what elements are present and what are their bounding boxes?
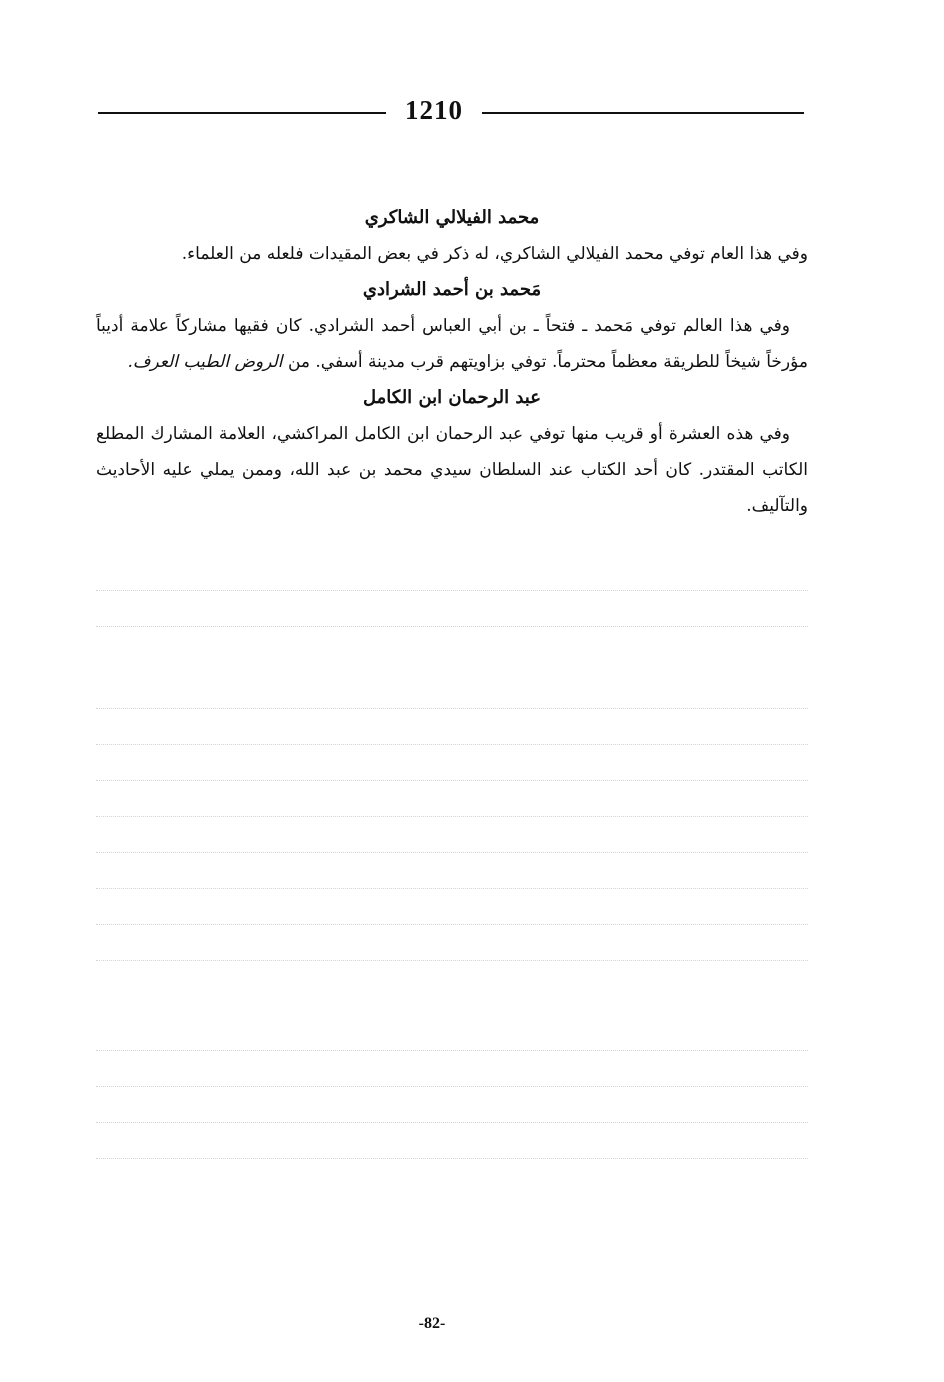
bleed-through-line (96, 1122, 808, 1124)
page-content (96, 200, 808, 524)
source-reference: الروض الطيب العرف. (127, 352, 283, 372)
bleed-through-line (96, 924, 808, 926)
bleed-through-line (96, 1086, 808, 1088)
bleed-through-line (96, 852, 808, 854)
page-number: -82- (418, 1315, 446, 1332)
bleed-through-line (96, 626, 808, 628)
bleed-through-line (96, 708, 808, 710)
bleed-through-line (96, 590, 808, 592)
entry-title: مَحمد بن أحمد الشرادي (362, 279, 542, 300)
entry-body: وفي هذا العام توفي محمد الفيلالي الشاكري، له ذكر في بعض المقيدات فلعله من العلماء. (181, 244, 808, 264)
entry-body: وفي هذه العشرة أو قريب منها توفي عبد الرحمان ابن الكامل المراكشي، العلامة المشارك المطلع الكاتب المقتدر. كان أحد الكتاب عند السلطان سيدي محمد بن عبد الله، وممن يملي عليه الأحاديث والتآليف. (96, 424, 808, 516)
entry-title: عبد الرحمان ابن الكامل (363, 387, 541, 408)
header-rule-left (98, 112, 386, 114)
entry-fillali (96, 200, 808, 272)
bleed-through-line (96, 744, 808, 746)
entry-sharadi (96, 272, 808, 380)
bleed-through-line (96, 1158, 808, 1160)
bleed-through-line (96, 960, 808, 962)
entry-ibn-al-kamil (96, 380, 808, 524)
year-heading: 1210 (405, 95, 463, 125)
entry-body (96, 308, 808, 380)
bleed-through-line (96, 1050, 808, 1052)
entry-title: محمد الفيلالي الشاكري (364, 207, 540, 228)
entry-body-text: وفي هذا العالم توفي مَحمد ـ فتحاً ـ بن أبي العباس أحمد الشرادي. كان فقيها مشاركاً علامة أديباً مؤرخاً شيخاً للطريقة معظماً محترماً. توفي بزاويتهم قرب مدينة أسفي. من (96, 316, 808, 372)
bleed-through-line (96, 816, 808, 818)
bleed-through-line (96, 780, 808, 782)
header-rule-right (482, 112, 804, 114)
bleed-through-line (96, 888, 808, 890)
